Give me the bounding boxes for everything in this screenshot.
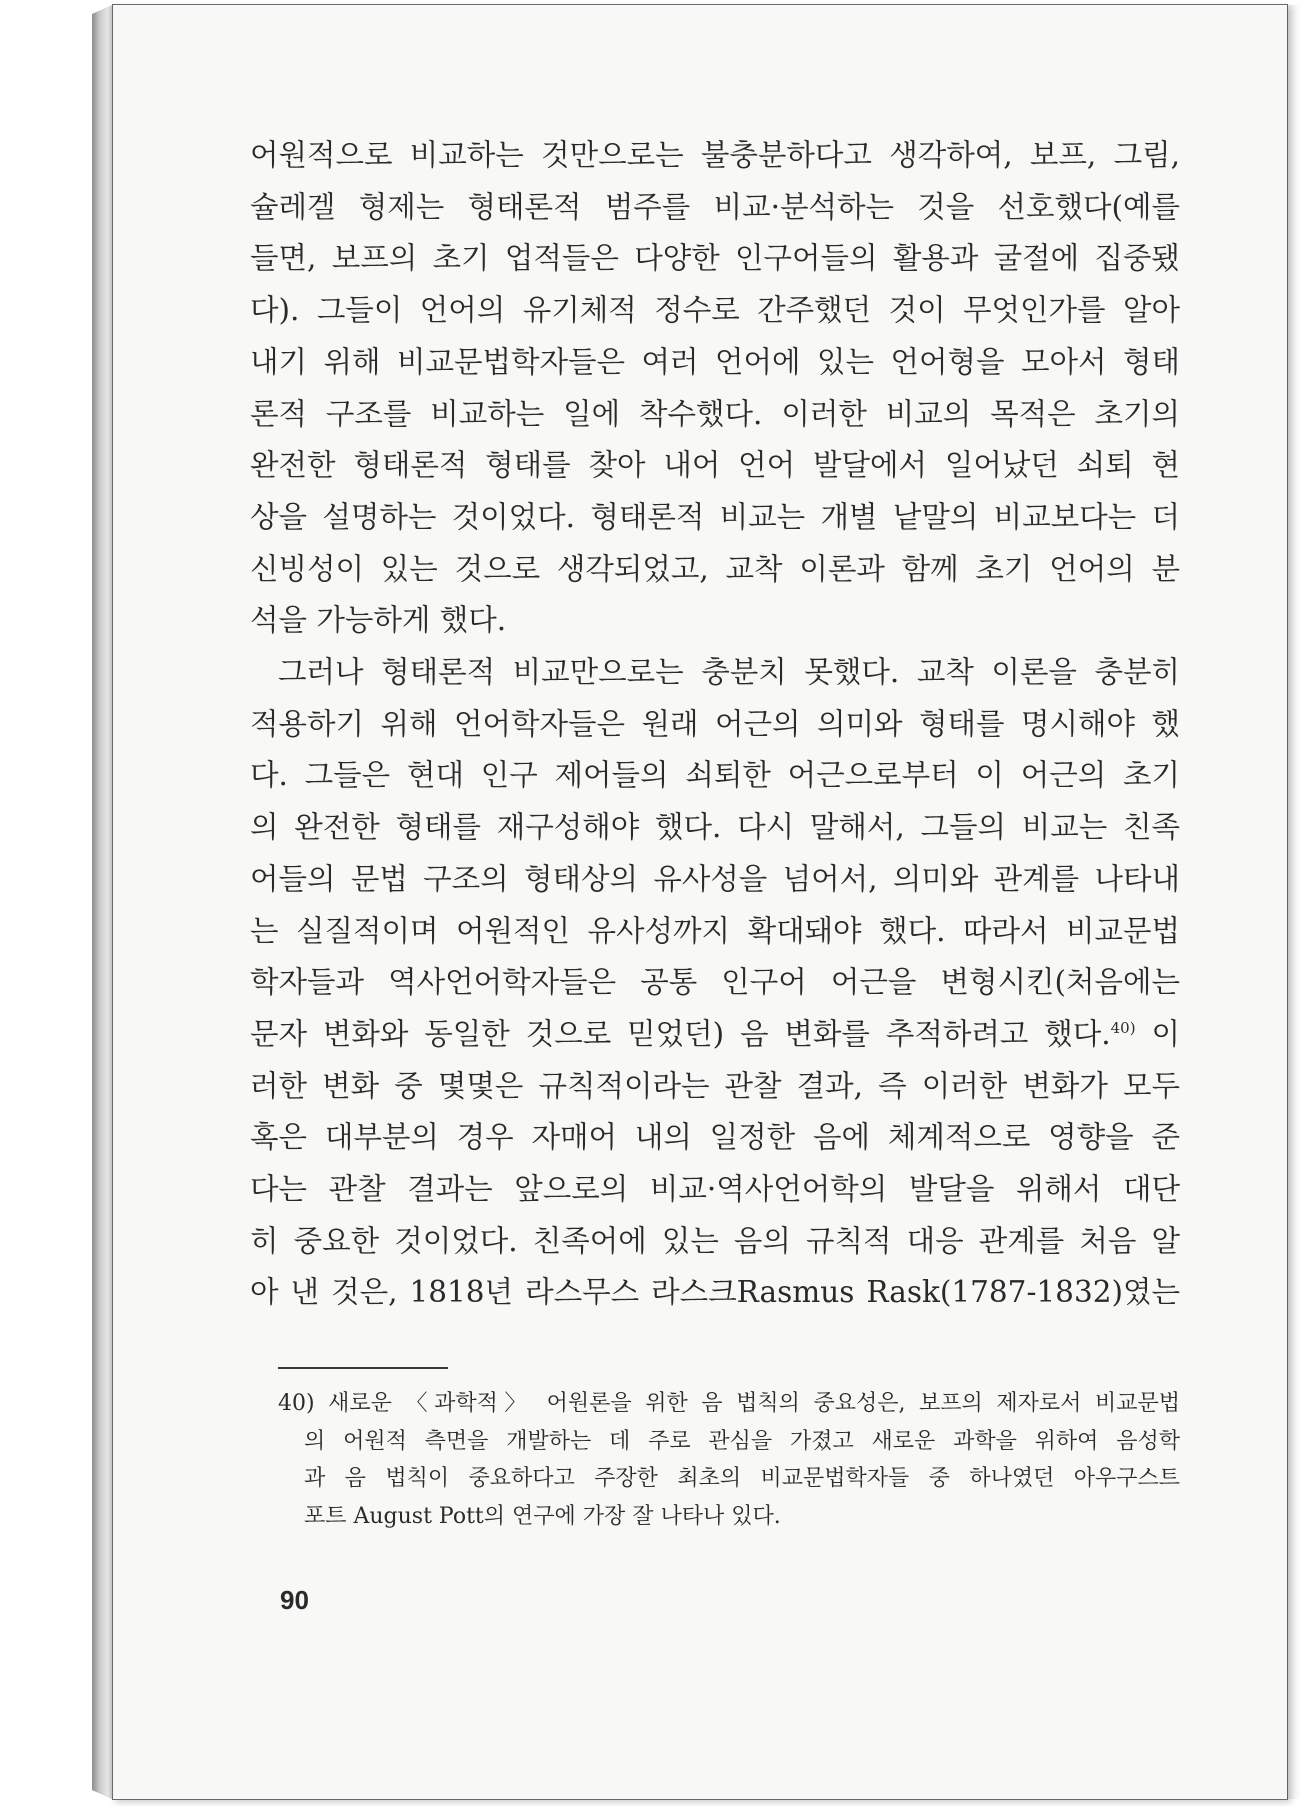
footnote bbox=[278, 1385, 1180, 1535]
text-line: 슐레겔 형제는 형태론적 범주를 비교·분석하는 것을 선호했다(예를 bbox=[250, 189, 1180, 224]
text-line: 혹은 대부분의 경우 자매어 내의 일정한 음에 체계적으로 영향을 준 bbox=[250, 1120, 1180, 1155]
text-line: 아 낸 것은, 1818년 라스무스 라스크Rasmus Rask(1787-1832)였는 bbox=[250, 1275, 1180, 1310]
text-line: 신빙성이 있는 것으로 생각되었고, 교착 이론과 함께 초기 언어의 분 bbox=[250, 551, 1180, 586]
footnote-line: 포트 August Pott의 연구에 가장 잘 나타나 있다. bbox=[304, 1503, 781, 1529]
footnote-reference: 40) bbox=[1110, 1019, 1136, 1038]
body-text bbox=[250, 130, 1180, 1319]
footnote-line: 과 음 법칙이 중요하다고 주장한 최초의 비교문법학자들 중 하나였던 아우구스트 bbox=[304, 1466, 1180, 1491]
footnote-line: 의 어원적 측면을 개발하는 데 주로 관심을 가졌고 새로운 과학을 위하여 음성학 bbox=[304, 1428, 1180, 1454]
text-line: 상을 설명하는 것이었다. 형태론적 비교는 개별 낱말의 비교보다는 더 bbox=[250, 499, 1180, 534]
text-line: 그러나 형태론적 비교만으로는 충분치 못했다. 교착 이론을 충분히 bbox=[278, 655, 1180, 690]
text-line-with-footnote-ref bbox=[250, 1009, 1180, 1061]
footnote-line: 40) 새로운 〈과학적〉 어원론을 위한 음 법칙의 중요성은, 보프의 제자로서 비교문법 bbox=[278, 1391, 1180, 1416]
text-line: 석을 가능하게 했다. bbox=[250, 603, 507, 638]
text-line-main: 문자 변화와 동일한 것으로 믿었던) 음 변화를 추적하려고 했다. bbox=[250, 1016, 1111, 1051]
text-line: 내기 위해 비교문법학자들은 여러 언어에 있는 언어형을 모아서 형태 bbox=[250, 344, 1180, 379]
page-number: 90 bbox=[280, 1585, 309, 1615]
text-line: 히 중요한 것이었다. 친족어에 있는 음의 규칙적 대응 관계를 처음 알 bbox=[250, 1223, 1180, 1258]
footnote-divider bbox=[278, 1367, 448, 1369]
text-line: 학자들과 역사언어학자들은 공통 인구어 어근을 변형시킨(처음에는 bbox=[250, 965, 1180, 1000]
text-line: 다는 관찰 결과는 앞으로의 비교·역사언어학의 발달을 위해서 대단 bbox=[250, 1172, 1180, 1207]
text-line: 론적 구조를 비교하는 일에 착수했다. 이러한 비교의 목적은 초기의 bbox=[250, 396, 1180, 431]
text-line: 어원적으로 비교하는 것만으로는 불충분하다고 생각하여, 보프, 그림, bbox=[250, 138, 1180, 172]
text-line: 다. 그들은 현대 인구 제어들의 쇠퇴한 어근으로부터 이 어근의 초기 bbox=[250, 758, 1180, 793]
text-line: 러한 변화 중 몇몇은 규칙적이라는 관찰 결과, 즉 이러한 변화가 모두 bbox=[250, 1068, 1180, 1103]
text-line: 어들의 문법 구조의 형태상의 유사성을 넘어서, 의미와 관계를 나타내 bbox=[250, 861, 1180, 896]
book-spine-edge bbox=[92, 4, 114, 1800]
text-line-tail: 이 bbox=[1151, 1016, 1180, 1051]
text-line: 다). 그들이 언어의 유기체적 정수로 간주했던 것이 무엇인가를 알아 bbox=[250, 293, 1180, 328]
text-line: 완전한 형태론적 형태를 찾아 내어 언어 발달에서 일어났던 쇠퇴 현 bbox=[250, 448, 1180, 483]
text-line: 들면, 보프의 초기 업적들은 다양한 인구어들의 활용과 굴절에 집중됐 bbox=[250, 241, 1180, 276]
text-line: 는 실질적이며 어원적인 유사성까지 확대돼야 했다. 따라서 비교문법 bbox=[250, 913, 1180, 948]
text-line: 적용하기 위해 언어학자들은 원래 어근의 의미와 형태를 명시해야 했 bbox=[250, 706, 1180, 741]
text-line: 의 완전한 형태를 재구성해야 했다. 다시 말해서, 그들의 비교는 친족 bbox=[250, 810, 1180, 845]
